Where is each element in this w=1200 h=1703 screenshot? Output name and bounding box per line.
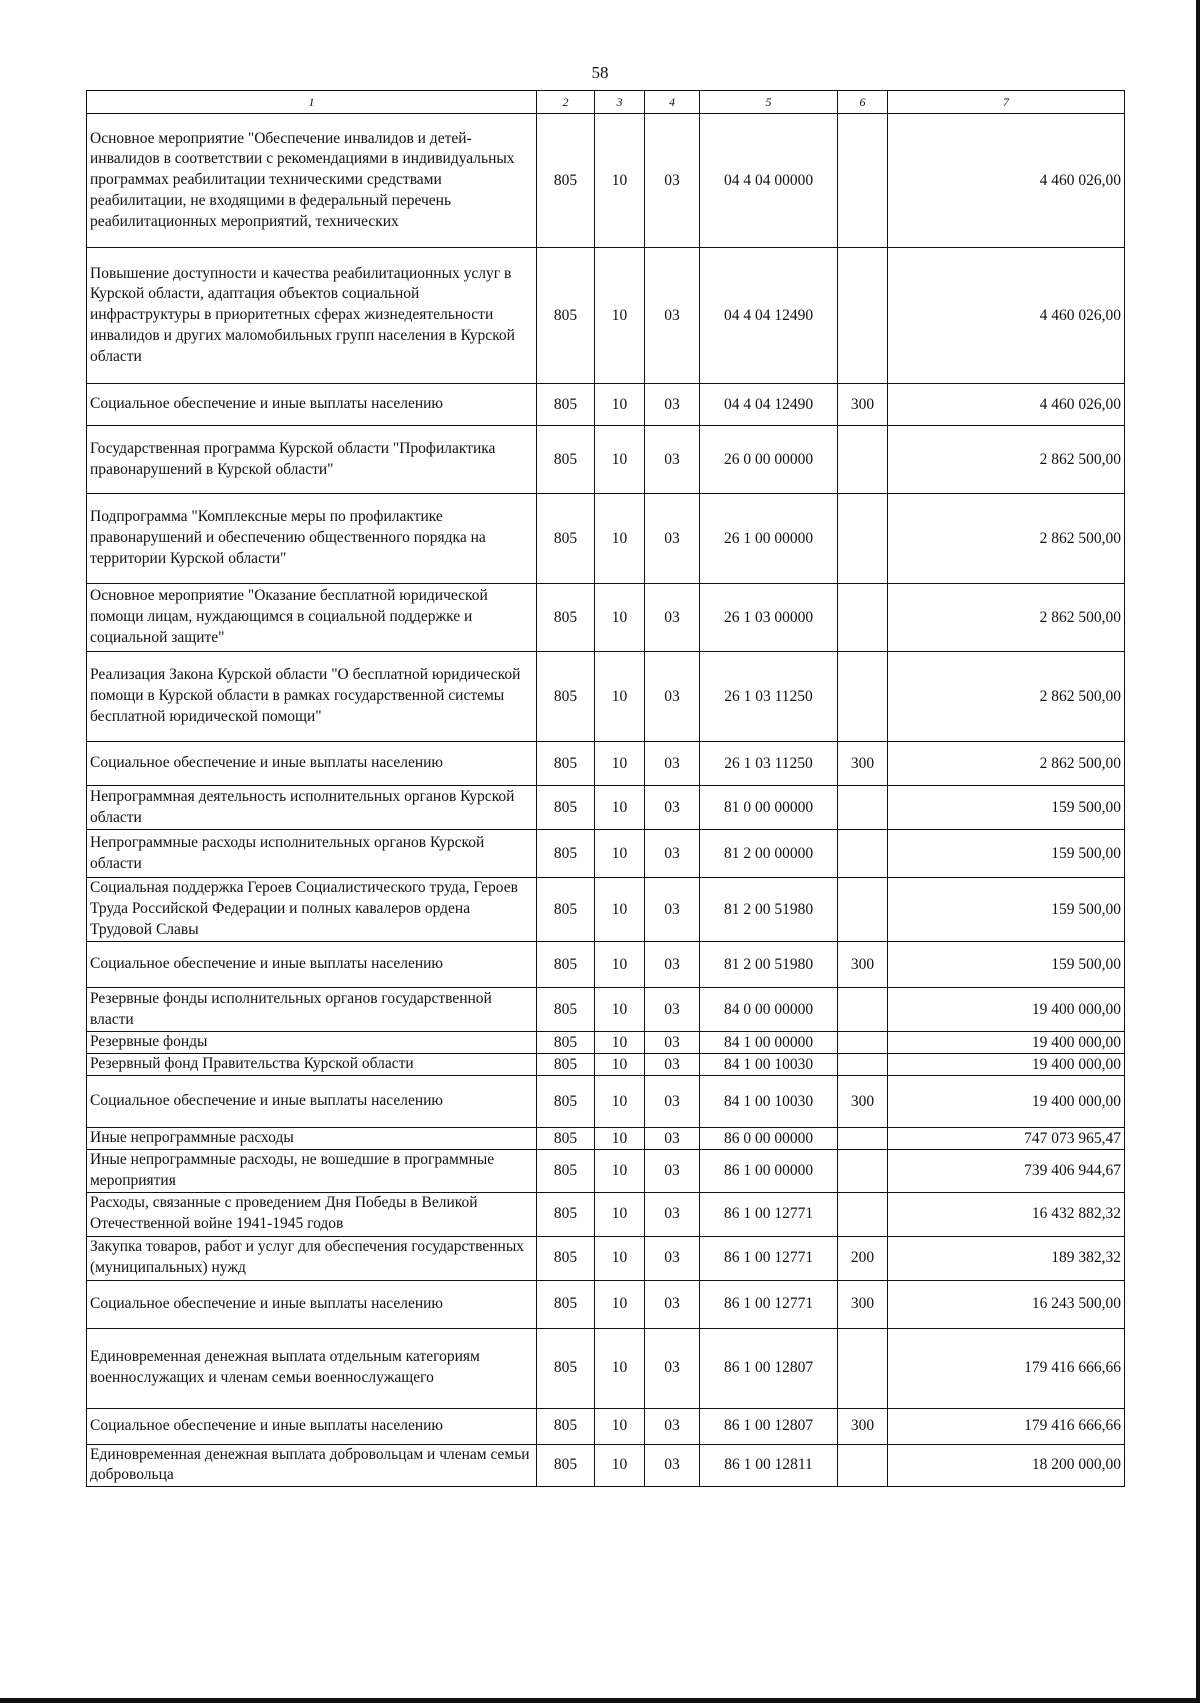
grbs-cell: 805 [537, 1236, 595, 1280]
table-row [87, 786, 1125, 830]
grbs-cell: 805 [537, 1444, 595, 1487]
target-article-cell: 86 0 00 00000 [700, 1128, 838, 1150]
expense-type-cell [838, 1192, 888, 1236]
target-article-cell: 26 0 00 00000 [700, 426, 838, 494]
expense-type-cell: 300 [838, 1408, 888, 1444]
amount-cell: 4 460 026,00 [888, 248, 1125, 384]
expense-type-cell [838, 1054, 888, 1076]
target-article-cell: 04 4 04 12490 [700, 248, 838, 384]
target-article-cell: 26 1 03 11250 [700, 652, 838, 742]
amount-cell: 159 500,00 [888, 830, 1125, 878]
amount-cell: 19 400 000,00 [888, 1032, 1125, 1054]
expense-type-cell [838, 584, 888, 652]
column-number-1: 1 [87, 91, 537, 114]
target-article-cell: 86 1 00 12807 [700, 1408, 838, 1444]
amount-cell: 189 382,32 [888, 1236, 1125, 1280]
grbs-cell: 805 [537, 1032, 595, 1054]
expense-type-cell [838, 114, 888, 248]
section-cell: 10 [595, 1444, 645, 1487]
subsection-cell: 03 [645, 1032, 700, 1054]
expense-type-cell: 300 [838, 1280, 888, 1328]
table-row [87, 1054, 1125, 1076]
section-cell: 10 [595, 384, 645, 426]
section-cell: 10 [595, 742, 645, 786]
section-cell: 10 [595, 584, 645, 652]
table-row [87, 1236, 1125, 1280]
section-cell: 10 [595, 494, 645, 584]
row-name-cell: Социальное обеспечение и иные выплаты населению [87, 942, 537, 988]
grbs-cell: 805 [537, 1408, 595, 1444]
grbs-cell: 805 [537, 1054, 595, 1076]
expense-type-cell [838, 1444, 888, 1487]
target-article-cell: 84 1 00 10030 [700, 1076, 838, 1128]
amount-cell: 19 400 000,00 [888, 1054, 1125, 1076]
budget-table [86, 90, 1125, 1487]
row-name-cell: Непрограммная деятельность исполнительных органов Курской области [87, 786, 537, 830]
subsection-cell: 03 [645, 786, 700, 830]
amount-cell: 16 243 500,00 [888, 1280, 1125, 1328]
target-article-cell: 81 2 00 51980 [700, 878, 838, 942]
column-number-3: 3 [595, 91, 645, 114]
expense-type-cell: 200 [838, 1236, 888, 1280]
page-frame-bottom [0, 1698, 1200, 1703]
expense-type-cell [838, 1128, 888, 1150]
row-name-cell: Резервный фонд Правительства Курской области [87, 1054, 537, 1076]
grbs-cell: 805 [537, 1328, 595, 1408]
row-name-cell: Резервные фонды исполнительных органов государственной власти [87, 988, 537, 1032]
expense-type-cell [838, 878, 888, 942]
row-name-cell: Социальное обеспечение и иные выплаты населению [87, 1408, 537, 1444]
grbs-cell: 805 [537, 114, 595, 248]
expense-type-cell [838, 426, 888, 494]
grbs-cell: 805 [537, 742, 595, 786]
grbs-cell: 805 [537, 1280, 595, 1328]
subsection-cell: 03 [645, 1236, 700, 1280]
target-article-cell: 86 1 00 12771 [700, 1280, 838, 1328]
grbs-cell: 805 [537, 1192, 595, 1236]
amount-cell: 2 862 500,00 [888, 652, 1125, 742]
amount-cell: 19 400 000,00 [888, 1076, 1125, 1128]
row-name-cell: Непрограммные расходы исполнительных органов Курской области [87, 830, 537, 878]
target-article-cell: 86 1 00 12807 [700, 1328, 838, 1408]
table-row [87, 494, 1125, 584]
column-number-6: 6 [838, 91, 888, 114]
amount-cell: 2 862 500,00 [888, 584, 1125, 652]
grbs-cell: 805 [537, 494, 595, 584]
expense-type-cell [838, 248, 888, 384]
expense-type-cell [838, 652, 888, 742]
subsection-cell: 03 [645, 1328, 700, 1408]
subsection-cell: 03 [645, 1192, 700, 1236]
section-cell: 10 [595, 1054, 645, 1076]
subsection-cell: 03 [645, 384, 700, 426]
column-number-2: 2 [537, 91, 595, 114]
amount-cell: 4 460 026,00 [888, 384, 1125, 426]
expense-type-cell [838, 786, 888, 830]
amount-cell: 159 500,00 [888, 878, 1125, 942]
expense-type-cell: 300 [838, 942, 888, 988]
target-article-cell: 04 4 04 00000 [700, 114, 838, 248]
subsection-cell: 03 [645, 652, 700, 742]
subsection-cell: 03 [645, 584, 700, 652]
subsection-cell: 03 [645, 1128, 700, 1150]
section-cell: 10 [595, 830, 645, 878]
target-article-cell: 86 1 00 12811 [700, 1444, 838, 1487]
target-article-cell: 26 1 03 11250 [700, 742, 838, 786]
row-name-cell: Реализация Закона Курской области "О бесплатной юридической помощи в Курской области в рамках государственной системы бесплатной юридической помощи" [87, 652, 537, 742]
row-name-cell: Закупка товаров, работ и услуг для обеспечения государственных (муниципальных) нужд [87, 1236, 537, 1280]
section-cell: 10 [595, 1408, 645, 1444]
section-cell: 10 [595, 786, 645, 830]
section-cell: 10 [595, 426, 645, 494]
amount-cell: 4 460 026,00 [888, 114, 1125, 248]
page-frame-right [1196, 0, 1200, 1703]
row-name-cell: Основное мероприятие "Обеспечение инвалидов и детей-инвалидов в соответствии с рекомендациями в индивидуальных программах реабилитации техническими средствами реабилитации, не входящими в федеральный перечень реабилитационных мероприятий, технических [87, 114, 537, 248]
section-cell: 10 [595, 1128, 645, 1150]
amount-cell: 19 400 000,00 [888, 988, 1125, 1032]
target-article-cell: 26 1 00 00000 [700, 494, 838, 584]
table-row [87, 652, 1125, 742]
grbs-cell: 805 [537, 384, 595, 426]
row-name-cell: Государственная программа Курской области "Профилактика правонарушений в Курской области" [87, 426, 537, 494]
subsection-cell: 03 [645, 1054, 700, 1076]
subsection-cell: 03 [645, 1444, 700, 1487]
section-cell: 10 [595, 988, 645, 1032]
table-row [87, 248, 1125, 384]
table-row [87, 988, 1125, 1032]
section-cell: 10 [595, 1280, 645, 1328]
amount-cell: 2 862 500,00 [888, 742, 1125, 786]
row-name-cell: Единовременная денежная выплата отдельным категориям военнослужащих и членам семьи военнослужащего [87, 1328, 537, 1408]
grbs-cell: 805 [537, 988, 595, 1032]
amount-cell: 16 432 882,32 [888, 1192, 1125, 1236]
grbs-cell: 805 [537, 1128, 595, 1150]
table-row [87, 1444, 1125, 1487]
expense-type-cell [838, 1150, 888, 1193]
target-article-cell: 84 1 00 00000 [700, 1032, 838, 1054]
subsection-cell: 03 [645, 742, 700, 786]
amount-cell: 2 862 500,00 [888, 494, 1125, 584]
column-number-7: 7 [888, 91, 1125, 114]
subsection-cell: 03 [645, 1408, 700, 1444]
section-cell: 10 [595, 878, 645, 942]
table-row [87, 1328, 1125, 1408]
expense-type-cell: 300 [838, 1076, 888, 1128]
row-name-cell: Социальное обеспечение и иные выплаты населению [87, 384, 537, 426]
grbs-cell: 805 [537, 878, 595, 942]
grbs-cell: 805 [537, 584, 595, 652]
section-cell: 10 [595, 942, 645, 988]
table-row [87, 1128, 1125, 1150]
row-name-cell: Иные непрограммные расходы, не вошедшие в программные мероприятия [87, 1150, 537, 1193]
expense-type-cell [838, 494, 888, 584]
subsection-cell: 03 [645, 988, 700, 1032]
amount-cell: 2 862 500,00 [888, 426, 1125, 494]
section-cell: 10 [595, 1328, 645, 1408]
amount-cell: 179 416 666,66 [888, 1408, 1125, 1444]
amount-cell: 739 406 944,67 [888, 1150, 1125, 1193]
section-cell: 10 [595, 1032, 645, 1054]
table-row [87, 384, 1125, 426]
table-row [87, 114, 1125, 248]
column-number-4: 4 [645, 91, 700, 114]
subsection-cell: 03 [645, 878, 700, 942]
target-article-cell: 81 2 00 00000 [700, 830, 838, 878]
grbs-cell: 805 [537, 942, 595, 988]
subsection-cell: 03 [645, 494, 700, 584]
grbs-cell: 805 [537, 830, 595, 878]
table-row [87, 830, 1125, 878]
expense-type-cell: 300 [838, 384, 888, 426]
target-article-cell: 81 2 00 51980 [700, 942, 838, 988]
target-article-cell: 86 1 00 12771 [700, 1236, 838, 1280]
row-name-cell: Иные непрограммные расходы [87, 1128, 537, 1150]
target-article-cell: 81 0 00 00000 [700, 786, 838, 830]
expense-type-cell [838, 830, 888, 878]
target-article-cell: 04 4 04 12490 [700, 384, 838, 426]
table-row [87, 426, 1125, 494]
row-name-cell: Повышение доступности и качества реабилитационных услуг в Курской области, адаптация объектов социальной инфраструктуры в приоритетных сферах жизнедеятельности инвалидов и других маломобильных групп населения в Курской области [87, 248, 537, 384]
amount-cell: 159 500,00 [888, 942, 1125, 988]
subsection-cell: 03 [645, 114, 700, 248]
target-article-cell: 84 0 00 00000 [700, 988, 838, 1032]
subsection-cell: 03 [645, 830, 700, 878]
expense-type-cell [838, 1032, 888, 1054]
row-name-cell: Резервные фонды [87, 1032, 537, 1054]
row-name-cell: Расходы, связанные с проведением Дня Победы в Великой Отечественной войне 1941-1945 годов [87, 1192, 537, 1236]
expense-type-cell [838, 1328, 888, 1408]
section-cell: 10 [595, 248, 645, 384]
row-name-cell: Социальное обеспечение и иные выплаты населению [87, 742, 537, 786]
target-article-cell: 84 1 00 10030 [700, 1054, 838, 1076]
table-row [87, 942, 1125, 988]
column-number-row [87, 91, 1125, 114]
table-body [87, 91, 1125, 1487]
row-name-cell: Социальная поддержка Героев Социалистического труда, Героев Труда Российской Федерации и полных кавалеров ордена Трудовой Славы [87, 878, 537, 942]
row-name-cell: Единовременная денежная выплата добровольцам и членам семьи добровольца [87, 1444, 537, 1487]
subsection-cell: 03 [645, 426, 700, 494]
section-cell: 10 [595, 1236, 645, 1280]
table-row [87, 878, 1125, 942]
subsection-cell: 03 [645, 1280, 700, 1328]
section-cell: 10 [595, 1192, 645, 1236]
table-row [87, 1076, 1125, 1128]
table-row [87, 742, 1125, 786]
page-number: 58 [591, 63, 609, 82]
grbs-cell: 805 [537, 1150, 595, 1193]
target-article-cell: 26 1 03 00000 [700, 584, 838, 652]
grbs-cell: 805 [537, 652, 595, 742]
section-cell: 10 [595, 114, 645, 248]
table-row [87, 1192, 1125, 1236]
table-row [87, 584, 1125, 652]
row-name-cell: Социальное обеспечение и иные выплаты населению [87, 1280, 537, 1328]
amount-cell: 747 073 965,47 [888, 1128, 1125, 1150]
section-cell: 10 [595, 1076, 645, 1128]
grbs-cell: 805 [537, 426, 595, 494]
table-row [87, 1280, 1125, 1328]
target-article-cell: 86 1 00 12771 [700, 1192, 838, 1236]
table-row [87, 1032, 1125, 1054]
column-number-5: 5 [700, 91, 838, 114]
amount-cell: 179 416 666,66 [888, 1328, 1125, 1408]
subsection-cell: 03 [645, 942, 700, 988]
amount-cell: 159 500,00 [888, 786, 1125, 830]
row-name-cell: Социальное обеспечение и иные выплаты населению [87, 1076, 537, 1128]
amount-cell: 18 200 000,00 [888, 1444, 1125, 1487]
table-row [87, 1408, 1125, 1444]
expense-type-cell [838, 988, 888, 1032]
subsection-cell: 03 [645, 1150, 700, 1193]
target-article-cell: 86 1 00 00000 [700, 1150, 838, 1193]
expense-type-cell: 300 [838, 742, 888, 786]
subsection-cell: 03 [645, 248, 700, 384]
table-row [87, 1150, 1125, 1193]
grbs-cell: 805 [537, 1076, 595, 1128]
row-name-cell: Основное мероприятие "Оказание бесплатной юридической помощи лицам, нуждающимся в социальной поддержке и социальной защите" [87, 584, 537, 652]
subsection-cell: 03 [645, 1076, 700, 1128]
grbs-cell: 805 [537, 786, 595, 830]
section-cell: 10 [595, 652, 645, 742]
grbs-cell: 805 [537, 248, 595, 384]
row-name-cell: Подпрограмма "Комплексные меры по профилактике правонарушений и обеспечению общественного порядка на территории Курской области" [87, 494, 537, 584]
section-cell: 10 [595, 1150, 645, 1193]
